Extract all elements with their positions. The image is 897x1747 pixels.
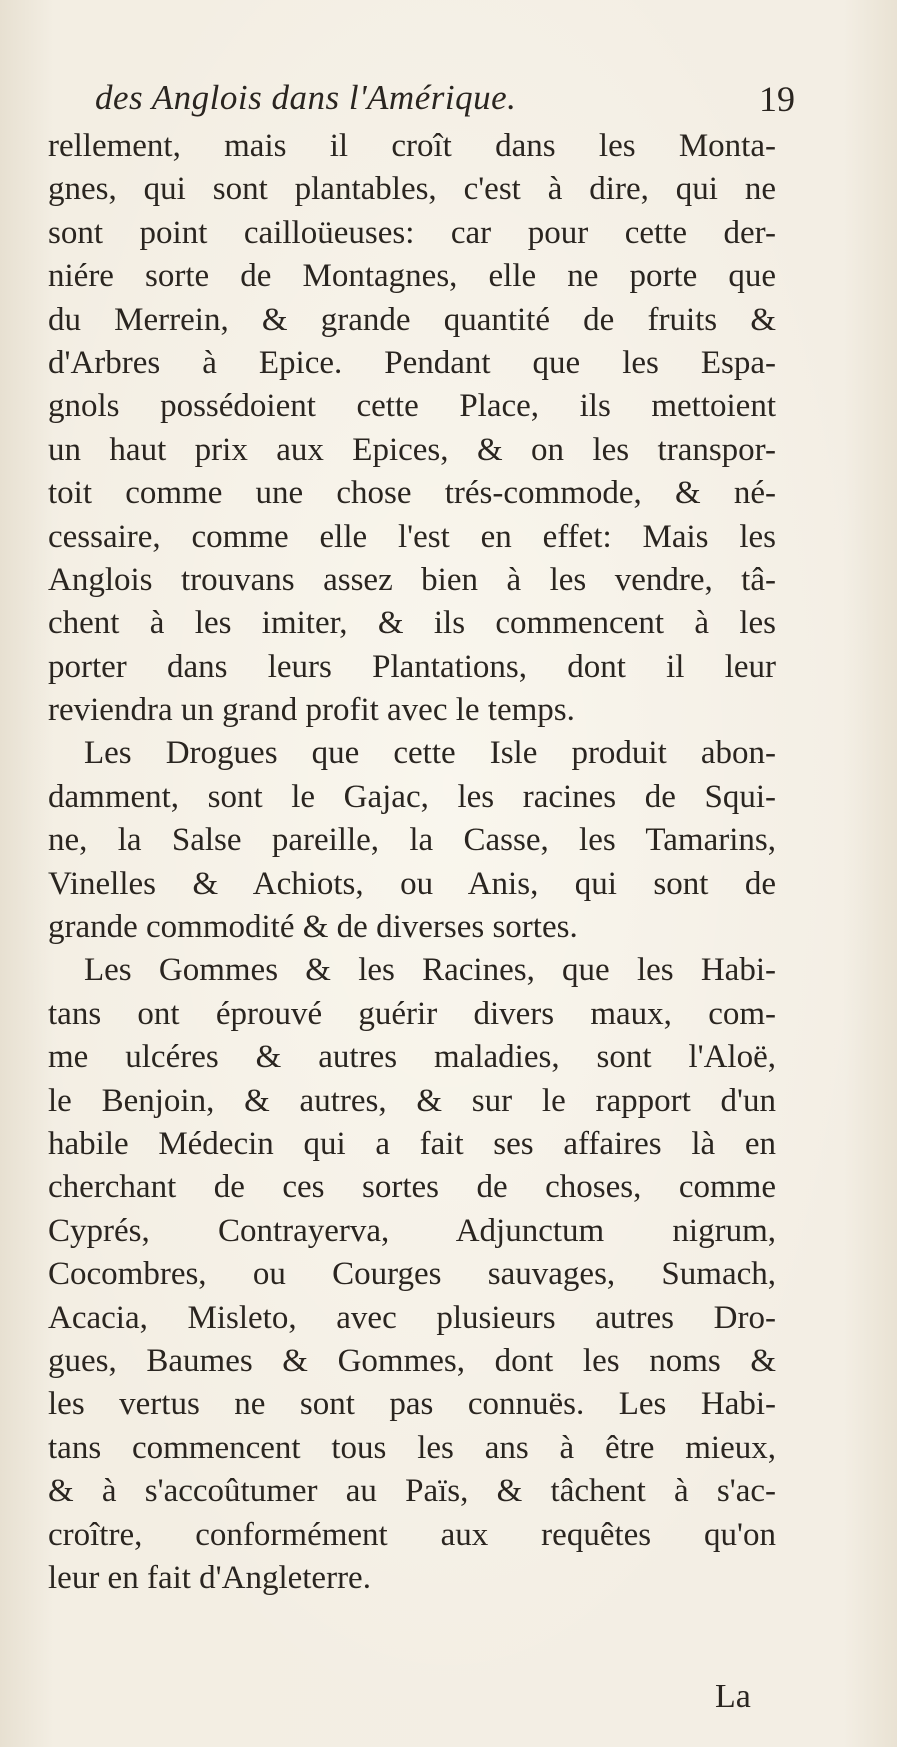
text-line: habile Médecin qui a fait ses affaires là en bbox=[48, 1125, 776, 1162]
text-line: rellement, mais il croît dans les Monta- bbox=[48, 128, 776, 164]
text-line: Anglois trouvans assez bien à les vendre, tâ- bbox=[48, 561, 776, 598]
text-line: Cyprés, Contrayerva, Adjunctum nigrum, bbox=[48, 1212, 776, 1249]
text-line: chent à les imiter, & ils commencent à les bbox=[48, 605, 776, 642]
text-line: gnols possédoient cette Place, ils mettoient bbox=[48, 388, 776, 425]
paragraph-end-line: reviendra un grand profit avec le temps. bbox=[48, 692, 575, 729]
text-line: gues, Baumes & Gommes, dont les noms & bbox=[48, 1342, 776, 1379]
text-line: Acacia, Misleto, avec plusieurs autres Dro- bbox=[48, 1299, 776, 1336]
text-line: cherchant de ces sortes de choses, comme bbox=[48, 1169, 776, 1206]
text-line: niére sorte de Montagnes, elle ne porte que bbox=[48, 258, 776, 295]
text-line: croître, conformément aux requêtes qu'on bbox=[48, 1516, 776, 1553]
page-header bbox=[95, 78, 795, 128]
page-number: 19 bbox=[759, 79, 795, 119]
text-line: ne, la Salse pareille, la Casse, les Tamarins, bbox=[48, 822, 776, 859]
text-line: les vertus ne sont pas connuës. Les Habi- bbox=[48, 1386, 776, 1423]
paragraph-end-line: grande commodité & de diverses sortes. bbox=[48, 909, 578, 946]
text-line: gnes, qui sont plantables, c'est à dire, qui ne bbox=[48, 171, 776, 208]
text-line: toit comme une chose trés-commode, & né- bbox=[48, 475, 776, 512]
text-line: tans ont éprouvé guérir divers maux, com- bbox=[48, 995, 776, 1032]
text-line: tans commencent tous les ans à être mieux, bbox=[48, 1429, 776, 1466]
paragraph-start-line: Les Drogues que cette Isle produit abon- bbox=[84, 735, 776, 772]
text-line: porter dans leurs Plantations, dont il leur bbox=[48, 648, 776, 685]
text-line: d'Arbres à Epice. Pendant que les Espa- bbox=[48, 344, 776, 381]
paragraph-start-line: Les Gommes & les Racines, que les Habi- bbox=[84, 952, 776, 989]
text-line: Cocombres, ou Courges sauvages, Sumach, bbox=[48, 1256, 776, 1293]
catchword: La bbox=[715, 1678, 751, 1715]
text-line: sont point cailloüeuses: car pour cette der- bbox=[48, 214, 776, 251]
text-line: le Benjoin, & autres, & sur le rapport d'un bbox=[48, 1082, 776, 1119]
text-line: & à s'accoûtumer au Païs, & tâchent à s'ac- bbox=[48, 1473, 776, 1510]
text-line: damment, sont le Gajac, les racines de Squi- bbox=[48, 778, 776, 815]
running-head: des Anglois dans l'Amérique. bbox=[95, 78, 517, 117]
text-line: Vinelles & Achiots, ou Anis, qui sont de bbox=[48, 865, 776, 902]
text-line: un haut prix aux Epices, & on les transpor- bbox=[48, 431, 776, 468]
text-line: du Merrein, & grande quantité de fruits & bbox=[48, 301, 776, 338]
text-line: me ulcéres & autres maladies, sont l'Aloë, bbox=[48, 1039, 776, 1076]
paragraph-end-line: leur en fait d'Angleterre. bbox=[48, 1559, 371, 1596]
text-line: cessaire, comme elle l'est en effet: Mais les bbox=[48, 518, 776, 555]
body-text bbox=[48, 125, 776, 1600]
